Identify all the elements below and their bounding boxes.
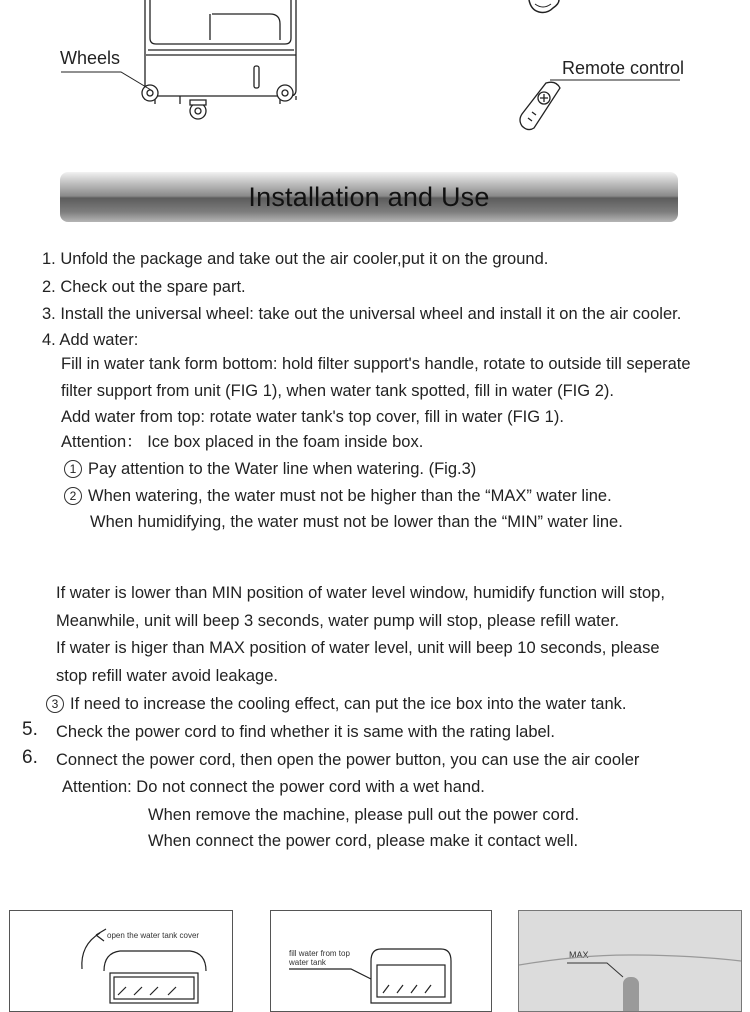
note-1-text: Pay attention to the Water line when watering. (Fig.3)	[88, 460, 477, 478]
step-6: Connect the power cord, then open the power button, you can use the air cooler	[56, 751, 640, 769]
step-5-number: 5.	[22, 719, 38, 740]
attention-1: Attention: Do not connect the power cord with a wet hand.	[62, 778, 485, 796]
section-title: Installation and Use	[248, 181, 490, 212]
note-2-number: 2	[64, 487, 82, 505]
figure-2-drawing	[271, 911, 491, 1011]
note-3	[46, 694, 626, 714]
remote-control-icon	[516, 80, 566, 132]
accessory-icon	[525, 0, 565, 20]
note-2-continued: When humidifying, the water must not be lower than the “MIN” water line.	[90, 513, 623, 531]
step-1: 1. Unfold the package and take out the air cooler,put it on the ground.	[42, 250, 549, 268]
remote-control-label: Remote control	[562, 58, 685, 78]
figure-1-drawing	[10, 911, 232, 1011]
figure-1	[9, 910, 233, 1012]
step-4-attention: Attention： Ice box placed in the foam inside box.	[61, 433, 424, 451]
figure-1-caption: open the water tank cover	[107, 931, 200, 940]
attention-3: When connect the power cord, please make it contact well.	[148, 832, 579, 850]
figure-2	[270, 910, 492, 1012]
attention-2: When remove the machine, please pull out the power cord.	[148, 806, 580, 824]
section-title-banner	[60, 172, 678, 222]
step-4-line-1: Fill in water tank form bottom: hold filter support's handle, rotate to outside till seperate	[61, 355, 691, 373]
step-4: 4. Add water:	[42, 331, 139, 349]
note-3-text: If need to increase the cooling effect, can put the ice box into the water tank.	[70, 695, 627, 713]
step-4-line-2: filter support from unit (FIG 1), when water tank spotted, fill in water (FIG 2).	[61, 382, 614, 400]
water-level-paragraph-4: stop refill water avoid leakage.	[56, 667, 278, 685]
note-3-number: 3	[46, 695, 64, 713]
water-level-paragraph-2: Meanwhile, unit will beep 3 seconds, water pump will stop, please refill water.	[56, 612, 620, 630]
step-4-line-3: Add water from top: rotate water tank's top cover, fill in water (FIG 1).	[61, 408, 564, 426]
figure-3-drawing	[519, 911, 741, 1011]
figure-3-max-label: MAX	[569, 950, 589, 960]
figure-2-caption-line-1: fill water from top	[289, 949, 350, 958]
remote-leader-line	[548, 74, 688, 94]
note-1-number: 1	[64, 460, 82, 478]
wheels-label: Wheels	[60, 48, 121, 68]
figure-3	[518, 910, 742, 1012]
step-5: Check the power cord to find whether it is same with the rating label.	[56, 723, 555, 741]
step-6-number: 6.	[22, 747, 38, 768]
note-2-text: When watering, the water must not be higher than the “MAX” water line.	[88, 487, 612, 505]
figure-2-caption-line-2: water tank	[289, 958, 326, 967]
step-2: 2. Check out the spare part.	[42, 278, 246, 296]
step-3: 3. Install the universal wheel: take out the universal wheel and install it on the air cooler.	[42, 305, 682, 323]
water-level-paragraph-3: If water is higer than MAX position of water level, unit will beep 10 seconds, please	[56, 639, 660, 657]
note-2	[64, 486, 612, 506]
note-1	[64, 459, 476, 479]
water-level-paragraph-1: If water is lower than MIN position of water level window, humidify function will stop,	[56, 584, 665, 602]
